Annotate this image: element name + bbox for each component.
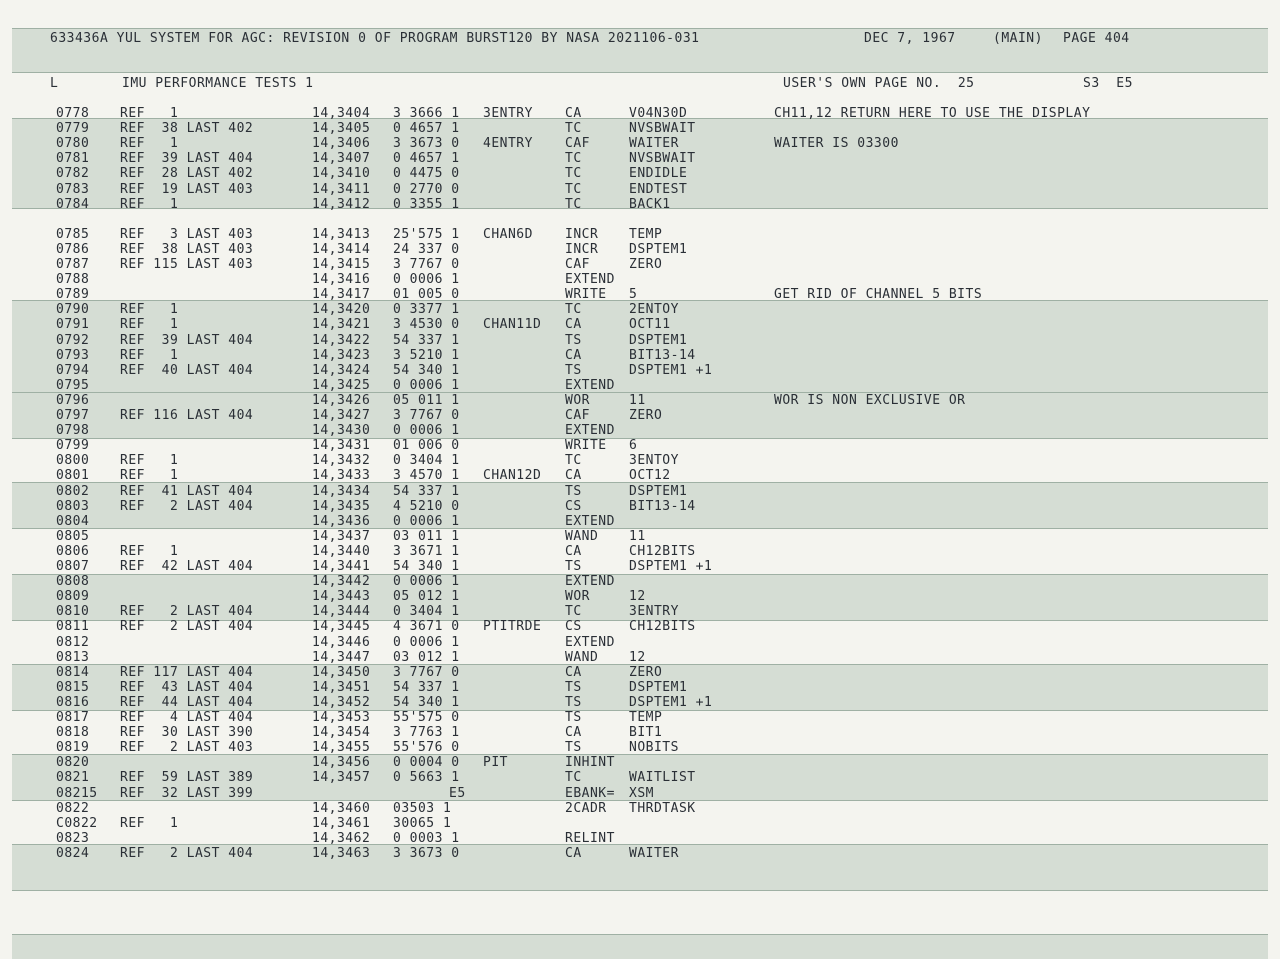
octal-code: 0 4657 1 [393,121,460,137]
reference: REF 1 [120,347,179,363]
opcode: TS [565,694,582,710]
octal-code: E5 [449,785,466,801]
page-number: PAGE 404 [1063,31,1130,46]
address: 14,3415 [312,257,371,272]
opcode: INCR [565,241,599,257]
reference: REF 59 LAST 389 [120,770,254,786]
octal-code: 54 340 1 [393,559,460,574]
opcode: CA [565,664,582,680]
line-number: C0822 [56,815,98,831]
opcode: TS [565,332,582,348]
octal-code: 0 3404 1 [393,604,460,620]
opcode: EXTEND [565,513,615,529]
octal-code: 4 3671 0 [393,619,460,635]
address: 14,3442 [312,574,371,590]
reference: REF 2 LAST 404 [120,498,254,514]
opcode: INCR [565,226,599,242]
line-number: 0794 [56,362,90,378]
operand: DSPTEM1 +1 [629,362,713,378]
octal-code: 54 340 1 [393,362,460,378]
operand: ZERO [629,664,663,680]
operand: TEMP [629,226,663,242]
line-number: 0802 [56,483,90,499]
address: 14,3456 [312,755,371,771]
octal-code: 0 0004 0 [393,755,460,771]
line-number: 0787 [56,257,90,272]
line-number: 0793 [56,347,90,363]
octal-code: 0 2770 0 [393,181,460,197]
address: 14,3416 [312,272,371,288]
address: 14,3443 [312,589,371,605]
address: 14,3432 [312,453,371,469]
reference: REF 117 LAST 404 [120,664,254,680]
opcode: CA [565,725,582,741]
address: 14,3421 [312,317,371,333]
operand: NOBITS [629,740,679,756]
opcode: CS [565,619,582,635]
reference: REF 19 LAST 403 [120,181,254,197]
reference: REF 32 LAST 399 [120,785,254,801]
operand: XSM [629,785,654,801]
opcode: TC [565,770,582,786]
line-number: 0783 [56,181,90,197]
address: 14,3426 [312,392,371,408]
address: 14,3446 [312,634,371,650]
opcode: TC [565,121,582,137]
address: 14,3457 [312,770,371,786]
address: 14,3437 [312,528,371,544]
line-number: 0816 [56,694,90,710]
line-number: 0803 [56,498,90,514]
octal-code: 05 012 1 [393,589,460,605]
line-number: 0792 [56,332,90,348]
reference: REF 1 [120,196,179,212]
octal-code: 0 0006 1 [393,634,460,650]
address: 14,3454 [312,725,371,741]
opcode: WRITE [565,287,607,303]
opcode: RELINT [565,830,615,846]
octal-code: 3 7767 0 [393,257,460,272]
reference: REF 1 [120,815,179,831]
opcode: CA [565,347,582,363]
line-number: 0823 [56,830,90,846]
reference: REF 4 LAST 404 [120,710,254,725]
address: 14,3460 [312,800,371,816]
line-number: 0786 [56,241,90,257]
line-number: 0800 [56,453,90,469]
address: 14,3444 [312,604,371,620]
reference: REF 38 LAST 402 [120,121,254,137]
line-number: 0822 [56,800,90,816]
operand: CH12BITS [629,543,696,559]
log-section-name: IMU PERFORMANCE TESTS 1 [122,76,314,91]
address: 14,3433 [312,468,371,484]
operand: ENDIDLE [629,166,688,182]
operand: 3ENTRY [629,604,679,620]
line-number: 0815 [56,679,90,695]
opcode: CAF [565,136,590,152]
address: 14,3413 [312,226,371,242]
reference: REF 39 LAST 404 [120,151,254,167]
opcode: WAND [565,649,599,665]
address: 14,3434 [312,483,371,499]
address: 14,3404 [312,106,371,121]
address: 14,3407 [312,151,371,167]
reference: REF 2 LAST 404 [120,604,254,620]
line-number: 0811 [56,619,90,635]
line-number: 0809 [56,589,90,605]
operand: THRDTASK [629,800,696,816]
symbol-label: CHAN11D [483,317,542,333]
operand: 12 [629,589,646,605]
operand: WAITER [629,136,679,152]
address: 14,3462 [312,830,371,846]
line-number: 0812 [56,634,90,650]
octal-code: 0 3404 1 [393,453,460,469]
reference: REF 2 LAST 403 [120,740,254,756]
line-number: 0808 [56,574,90,590]
opcode: WOR [565,589,590,605]
reference: REF 115 LAST 403 [120,257,254,272]
symbol-label: 4ENTRY [483,136,533,152]
operand: ZERO [629,408,663,423]
address: 14,3411 [312,181,371,197]
octal-code: 05 011 1 [393,392,460,408]
octal-code: 03 011 1 [393,528,460,544]
line-number: 0801 [56,468,90,484]
line-number: 0789 [56,287,90,303]
operand: 3ENTOY [629,453,679,469]
operand: 6 [629,438,638,454]
opcode: CAF [565,257,590,272]
bank-codes: S3 E5 [1083,76,1133,91]
opcode: INHINT [565,755,615,771]
opcode: CA [565,468,582,484]
comment: WOR IS NON EXCLUSIVE OR [774,392,966,408]
octal-code: 3 3666 1 [393,106,460,121]
octal-code: 0 5663 1 [393,770,460,786]
reference: REF 39 LAST 404 [120,332,254,348]
operand: DSPTEM1 [629,241,688,257]
octal-code: 01 005 0 [393,287,460,303]
operand: 2ENTOY [629,302,679,318]
symbol-label: PTITRDE [483,619,542,635]
octal-code: 0 0006 1 [393,272,460,288]
octal-code: 0 3377 1 [393,302,460,318]
operand: CH12BITS [629,619,696,635]
line-number: 0791 [56,317,90,333]
octal-code: 03503 1 [393,800,452,816]
operand: ZERO [629,257,663,272]
operand: 11 [629,392,646,408]
operand: WAITLIST [629,770,696,786]
address: 14,3445 [312,619,371,635]
opcode: CA [565,543,582,559]
opcode: CA [565,106,582,121]
symbol-label: 3ENTRY [483,106,533,121]
line-number: 0778 [56,106,90,121]
octal-code: 3 5210 1 [393,347,460,363]
operand: BIT1 [629,725,663,741]
opcode: WRITE [565,438,607,454]
reference: REF 1 [120,106,179,121]
opcode: EXTEND [565,634,615,650]
opcode: TC [565,151,582,167]
reference: REF 2 LAST 404 [120,619,254,635]
operand: 11 [629,528,646,544]
line-number: 0814 [56,664,90,680]
operand: DSPTEM1 [629,483,688,499]
log-section-mark: L [50,76,59,91]
listing-title: 633436A YUL SYSTEM FOR AGC: REVISION 0 OF PROGRAM BURST120 BY NASA 2021106-031 [50,31,700,46]
opcode: CA [565,317,582,333]
reference: REF 43 LAST 404 [120,679,254,695]
octal-code: 03 012 1 [393,649,460,665]
address: 14,3406 [312,136,371,152]
reference: REF 1 [120,543,179,559]
opcode: TC [565,453,582,469]
octal-code: 4 5210 0 [393,498,460,514]
opcode: TS [565,483,582,499]
operand: DSPTEM1 +1 [629,694,713,710]
listing-date: DEC 7, 1967 [864,31,956,46]
opcode: EXTEND [565,574,615,590]
address: 14,3414 [312,241,371,257]
reference: REF 1 [120,468,179,484]
address: 14,3417 [312,287,371,303]
reference: REF 2 LAST 404 [120,845,254,861]
address: 14,3422 [312,332,371,348]
octal-code: 3 4530 0 [393,317,460,333]
reference: REF 1 [120,302,179,318]
operand: BACK1 [629,196,671,212]
operand: DSPTEM1 [629,679,688,695]
line-number: 0806 [56,543,90,559]
opcode: TS [565,362,582,378]
line-number: 0824 [56,845,90,861]
opcode: TC [565,302,582,318]
opcode: TC [565,196,582,212]
opcode: EXTEND [565,272,615,288]
opcode: TC [565,166,582,182]
line-number: 08215 [56,785,98,801]
operand: 5 [629,287,638,303]
line-number: 0795 [56,377,90,393]
operand: BIT13-14 [629,347,696,363]
address: 14,3425 [312,377,371,393]
address: 14,3447 [312,649,371,665]
opcode: 2CADR [565,800,607,816]
octal-code: 0 4657 1 [393,151,460,167]
line-number: 0782 [56,166,90,182]
address: 14,3435 [312,498,371,514]
reference: REF 1 [120,453,179,469]
reference: REF 44 LAST 404 [120,694,254,710]
address: 14,3451 [312,679,371,695]
comment: CH11,12 RETURN HERE TO USE THE DISPLAY [774,106,1091,121]
address: 14,3440 [312,543,371,559]
opcode: CAF [565,408,590,423]
address: 14,3431 [312,438,371,454]
octal-code: 01 006 0 [393,438,460,454]
operand: 12 [629,649,646,665]
octal-code: 0 0006 1 [393,423,460,439]
opcode: TS [565,679,582,695]
operand: OCT11 [629,317,671,333]
address: 14,3441 [312,559,371,574]
opcode: TS [565,710,582,725]
address: 14,3427 [312,408,371,423]
address: 14,3463 [312,845,371,861]
line-number: 0820 [56,755,90,771]
line-number: 0804 [56,513,90,529]
octal-code: 3 3673 0 [393,845,460,861]
symbol-label: PIT [483,755,508,771]
operand: DSPTEM1 +1 [629,559,713,574]
operand: OCT12 [629,468,671,484]
octal-code: 3 3673 0 [393,136,460,152]
address: 14,3410 [312,166,371,182]
opcode: TC [565,604,582,620]
reference: REF 28 LAST 402 [120,166,254,182]
reference: REF 1 [120,317,179,333]
reference: REF 30 LAST 390 [120,725,254,741]
operand: NVSBWAIT [629,151,696,167]
reference: REF 1 [120,136,179,152]
octal-code: 55'575 0 [393,710,460,725]
octal-code: 0 4475 0 [393,166,460,182]
line-number: 0819 [56,740,90,756]
address: 14,3423 [312,347,371,363]
octal-code: 3 7763 1 [393,725,460,741]
address: 14,3436 [312,513,371,529]
line-number: 0799 [56,438,90,454]
opcode: CA [565,845,582,861]
octal-code: 0 0006 1 [393,574,460,590]
symbol-label: CHAN6D [483,226,533,242]
address: 14,3424 [312,362,371,378]
octal-code: 25'575 1 [393,226,460,242]
reference: REF 41 LAST 404 [120,483,254,499]
opcode: TC [565,181,582,197]
reference: REF 116 LAST 404 [120,408,254,423]
listing-section: (MAIN) [993,31,1043,46]
address: 14,3461 [312,815,371,831]
octal-code: 54 337 1 [393,483,460,499]
opcode: EXTEND [565,423,615,439]
octal-code: 3 7767 0 [393,664,460,680]
opcode: CS [565,498,582,514]
octal-code: 0 0006 1 [393,377,460,393]
reference: REF 40 LAST 404 [120,362,254,378]
reference: REF 3 LAST 403 [120,226,254,242]
octal-code: 24 337 0 [393,241,460,257]
line-number: 0780 [56,136,90,152]
address: 14,3405 [312,121,371,137]
operand: WAITER [629,845,679,861]
user-page-number: USER'S OWN PAGE NO. 25 [783,76,975,91]
opcode: EXTEND [565,377,615,393]
operand: TEMP [629,710,663,725]
operand: ENDTEST [629,181,688,197]
reference: REF 38 LAST 403 [120,241,254,257]
octal-code: 54 337 1 [393,679,460,695]
line-number: 0807 [56,559,90,574]
octal-code: 30065 1 [393,815,452,831]
line-number: 0810 [56,604,90,620]
line-number: 0784 [56,196,90,212]
octal-code: 0 3355 1 [393,196,460,212]
opcode: TS [565,559,582,574]
operand: V04N30D [629,106,688,121]
comment: WAITER IS 03300 [774,136,899,152]
reference: REF 42 LAST 404 [120,559,254,574]
opcode: EBANK= [565,785,615,801]
octal-code: 55'576 0 [393,740,460,756]
line-number: 0798 [56,423,90,439]
address: 14,3452 [312,694,371,710]
address: 14,3430 [312,423,371,439]
line-number: 0781 [56,151,90,167]
opcode: WOR [565,392,590,408]
operand: BIT13-14 [629,498,696,514]
address: 14,3455 [312,740,371,756]
line-number: 0813 [56,649,90,665]
line-number: 0779 [56,121,90,137]
line-number: 0817 [56,710,90,725]
octal-code: 54 337 1 [393,332,460,348]
address: 14,3412 [312,196,371,212]
address: 14,3420 [312,302,371,318]
line-number: 0790 [56,302,90,318]
octal-code: 3 4570 1 [393,468,460,484]
line-number: 0796 [56,392,90,408]
address: 14,3453 [312,710,371,725]
symbol-label: CHAN12D [483,468,542,484]
operand: NVSBWAIT [629,121,696,137]
opcode: WAND [565,528,599,544]
line-number: 0788 [56,272,90,288]
opcode: TS [565,740,582,756]
octal-code: 54 340 1 [393,694,460,710]
octal-code: 3 3671 1 [393,543,460,559]
line-number: 0821 [56,770,90,786]
octal-code: 3 7767 0 [393,408,460,423]
line-number: 0797 [56,408,90,423]
comment: GET RID OF CHANNEL 5 BITS [774,287,983,303]
octal-code: 0 0006 1 [393,513,460,529]
line-number: 0805 [56,528,90,544]
line-number: 0785 [56,226,90,242]
operand: DSPTEM1 [629,332,688,348]
line-number: 0818 [56,725,90,741]
address: 14,3450 [312,664,371,680]
octal-code: 0 0003 1 [393,830,460,846]
